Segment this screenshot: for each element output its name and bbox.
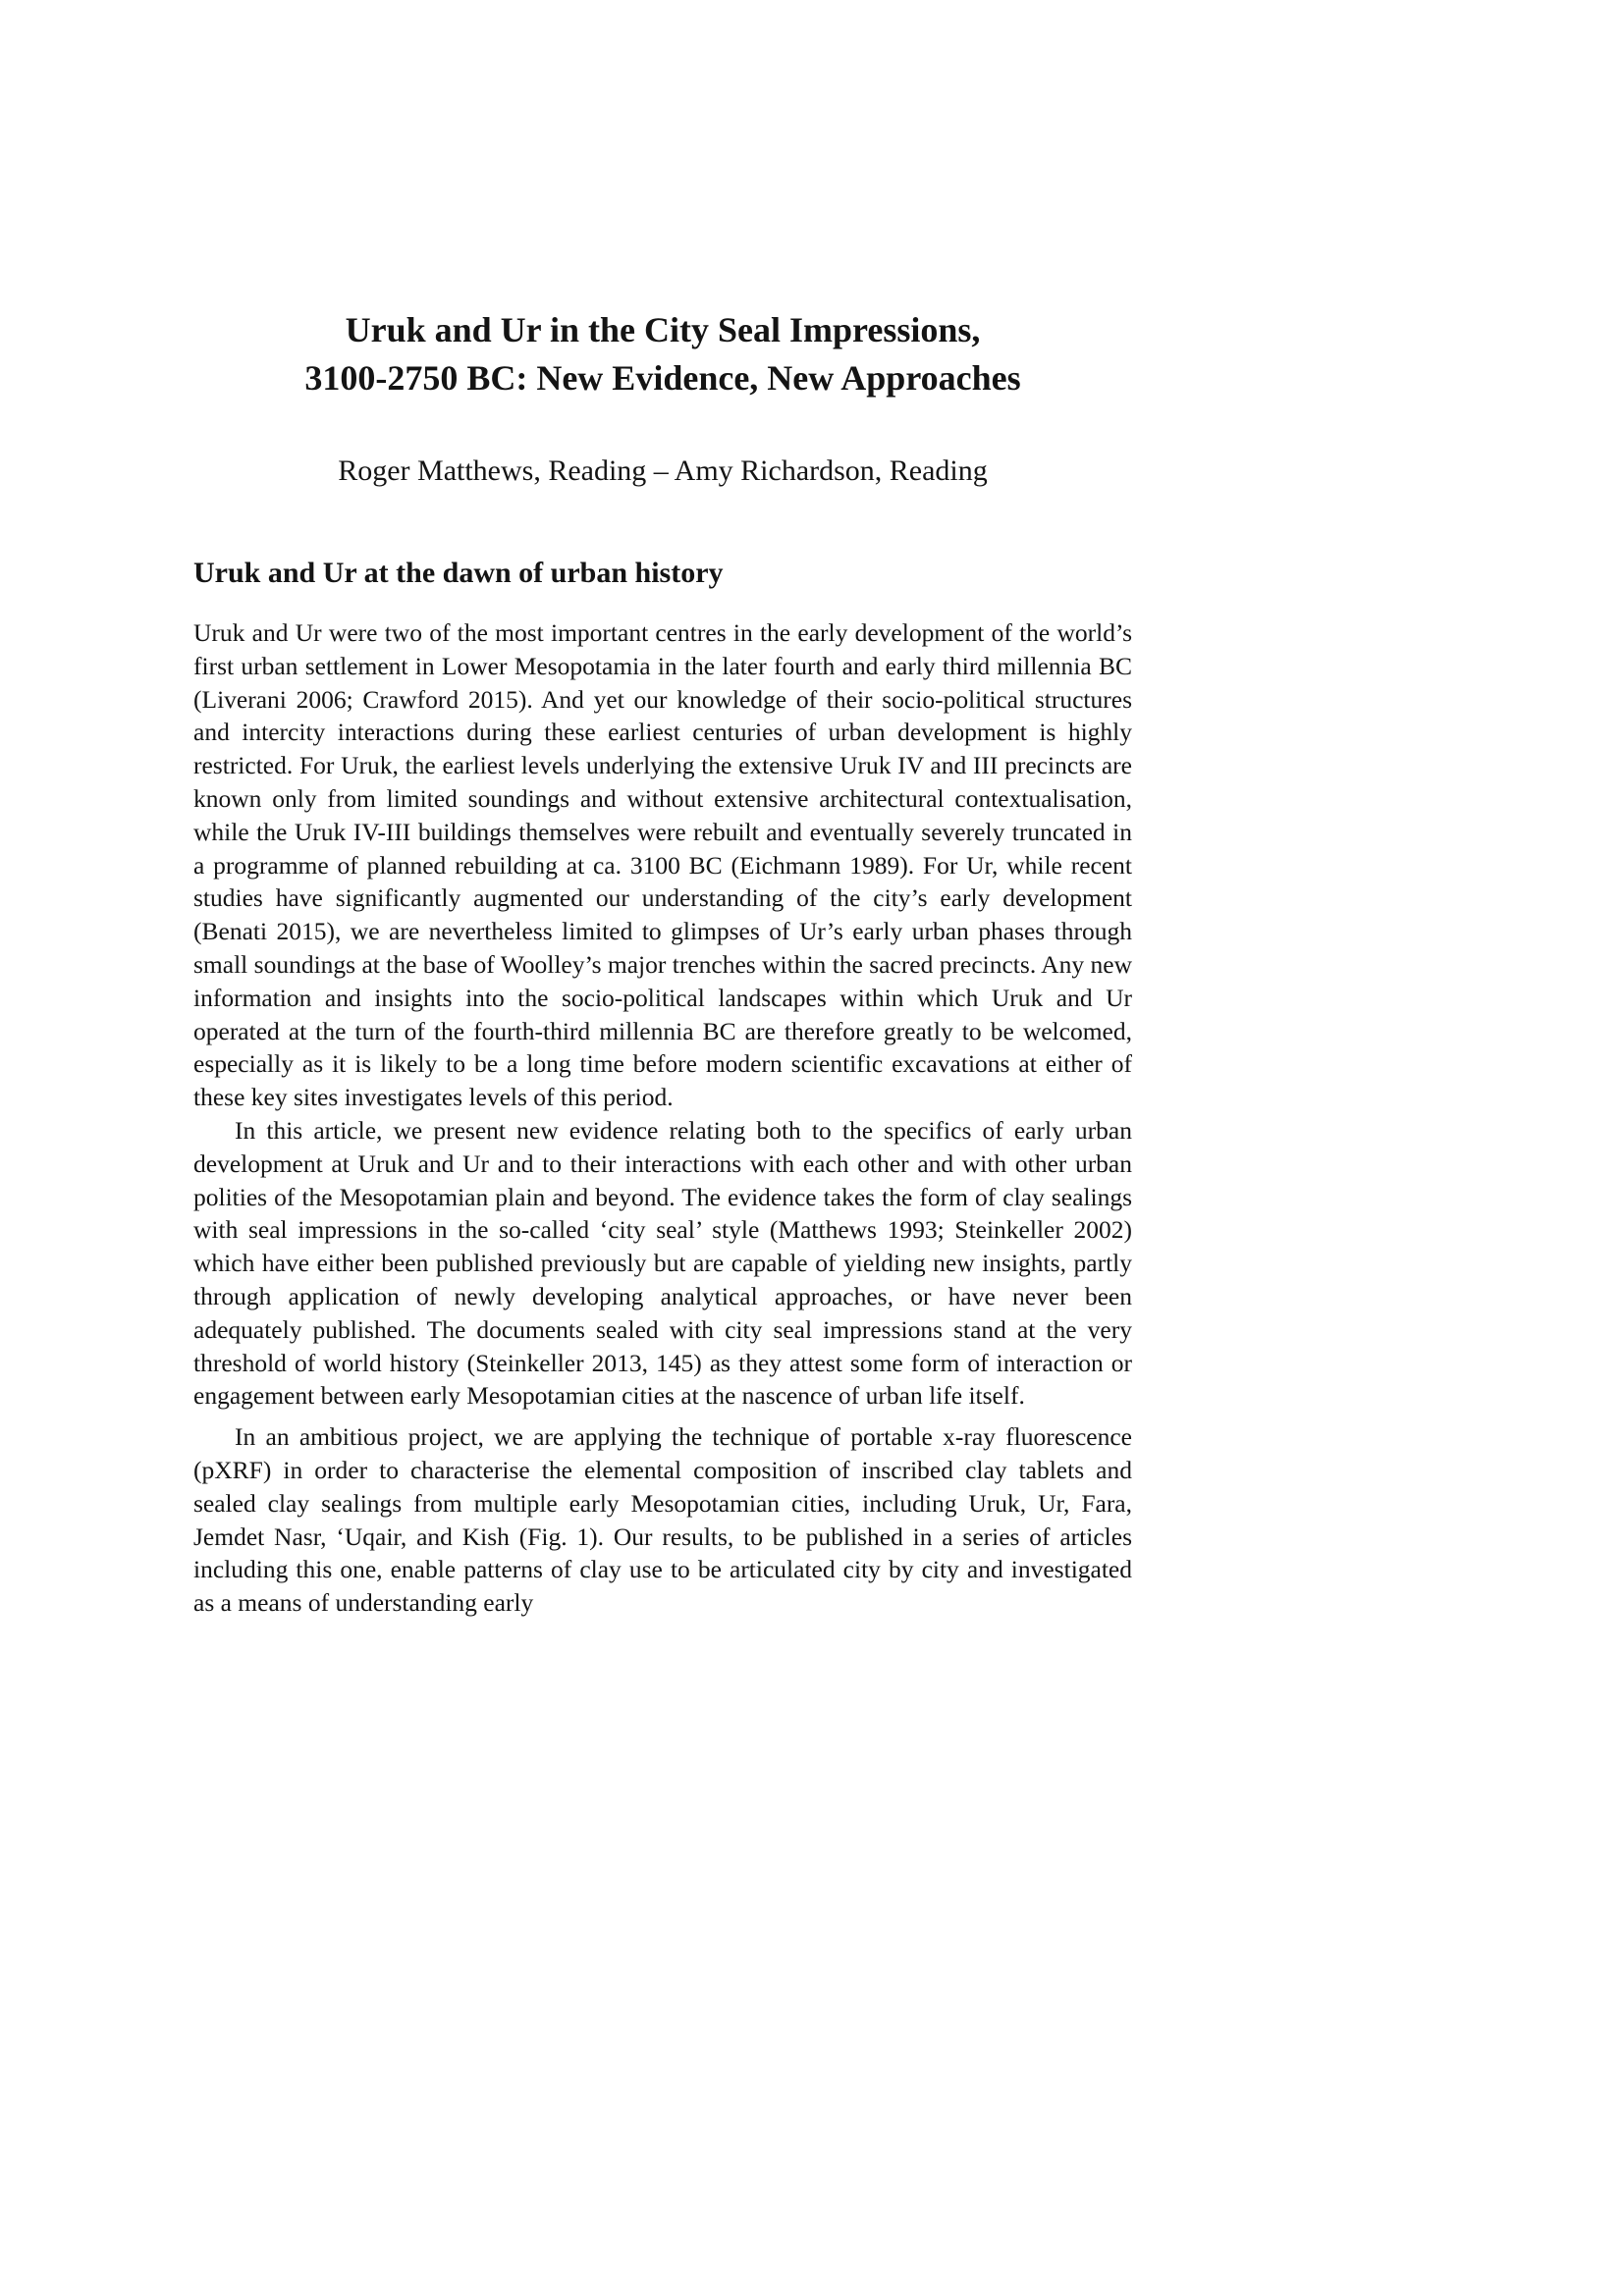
paragraph-2: In this article, we present new evidence relating both to the specifics of early urban development at Uruk and Ur and to their interactions with each other and with other urban polities of the Mesopotamian plain and beyond. The evidence takes the form of clay sealings with seal impressions in the so-called ‘city seal’ style (Matthews 1993; Steinkeller 2002) which have either been published previously but are capable of yielding new insights, partly through application of newly developing analytical approaches, or have never been adequately published. The documents sealed with city seal impressions stand at the very threshold of world history (Steinkeller 2013, 145) as they attest some form of interaction or engagement between early Mesopotamian cities at the nascence of urban life itself. (193, 1115, 1132, 1411)
article-title-line-2: 3100-2750 BC: New Evidence, New Approaches (304, 358, 1021, 398)
body-text (193, 616, 1132, 1620)
article-authors: Roger Matthews, Reading – Amy Richardson, Reading (338, 454, 988, 487)
paragraph-3: In an ambitious project, we are applying the technique of portable x-ray fluorescence (pXRF) in order to characterise the elemental composition of inscribed clay tablets and sealed clay sealings from multiple early Mesopotamian cities, including Uruk, Ur, Fara, Jemdet Nasr, ‘Uqair, and Kish (Fig. 1). Our results, to be published in a series of articles including this one, enable patterns of clay use to be articulated city by city and investigated as a means of understanding early (193, 1422, 1132, 1618)
section-heading: Uruk and Ur at the dawn of urban history (193, 557, 724, 589)
article-title-line-1: Uruk and Ur in the City Seal Impressions, (345, 310, 981, 349)
article-title (193, 306, 1132, 402)
paragraph-1: Uruk and Ur were two of the most important centres in the early development of the world’s first urban settlement in Lower Mesopotamia in the later fourth and early third millennia BC (Liverani 2006; Crawford 2015). And yet our knowledge of their socio-political structures and intercity interactions during these earliest centuries of urban development is highly restricted. For Uruk, the earliest levels underlying the extensive Uruk IV and III precincts are known only from limited soundings and without extensive architectural contextualisation, while the Uruk IV-III buildings themselves were rebuilt and eventually severely truncated in a programme of planned rebuilding at ca. 3100 BC (Eichmann 1989). For Ur, while recent studies have significantly augmented our understanding of the city’s early development (Benati 2015), we are nevertheless limited to glimpses of Ur’s early urban phases through small soundings at the base of Woolley’s major trenches within the sacred precincts. Any new information and insights into the socio-political landscapes within which Uruk and Ur operated at the turn of the fourth-third millennia BC are therefore greatly to be welcomed, especially as it is likely to be a long time before modern scientific excavations at either of these key sites investigates levels of this period. (193, 618, 1132, 1112)
